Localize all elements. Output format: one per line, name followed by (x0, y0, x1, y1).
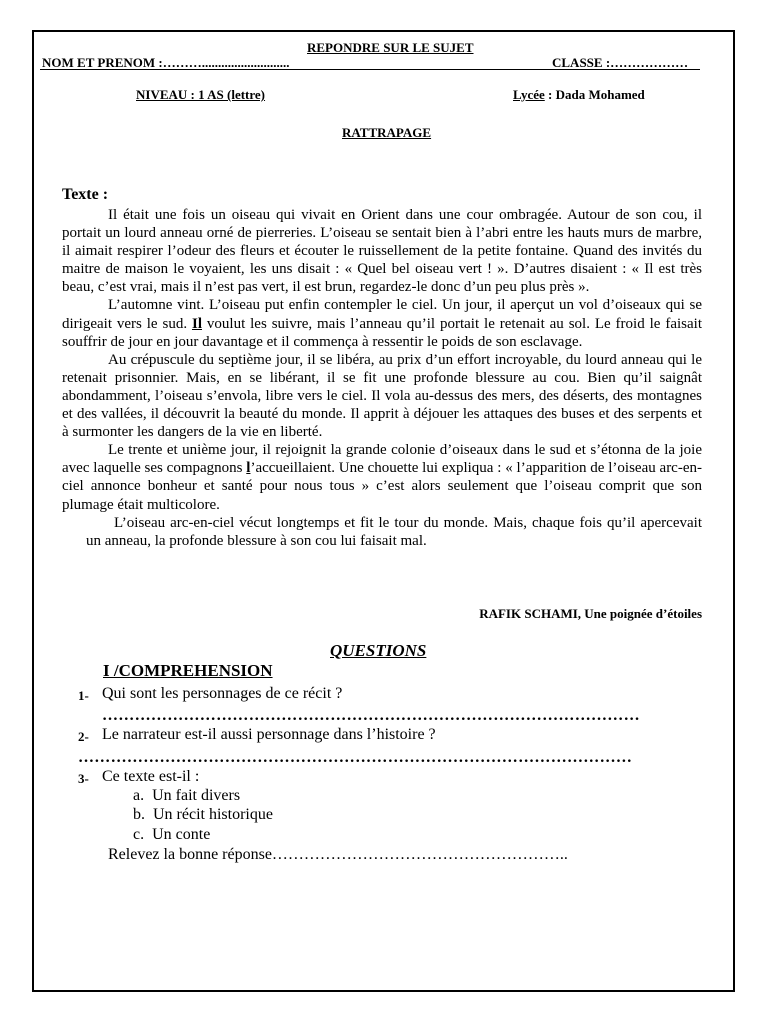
author-credit: RAFIK SCHAMI, Une poignée d’étoiles (479, 606, 702, 621)
answer-1-line[interactable]: ……………………………………………………………………………………… (102, 707, 640, 724)
paragraph-2 (62, 296, 702, 350)
name-field-label: NOM ET PRENOM :………........................... (42, 55, 290, 70)
questions-title: QUESTIONS (330, 641, 427, 660)
paragraph-2-start: L’automne vint. L’oiseau put enfin contempler le ciel. Un jour, il aperçut un vol d’oiseaux qui se dirigeait vers le sud. (62, 297, 702, 332)
paragraph-4 (62, 441, 702, 513)
reading-text (62, 206, 702, 550)
option-c (133, 826, 210, 844)
text-heading: Texte : (62, 186, 109, 203)
question-1-text: Qui sont les personnages de ce récit ? (102, 685, 343, 702)
question-1-number: 1- (78, 688, 89, 703)
option-b (133, 806, 273, 824)
question-3-number: 3- (78, 771, 89, 786)
marked-word-il: Il (191, 315, 202, 332)
answer-2-line[interactable]: ………………………………………………………………………………………… (78, 749, 633, 766)
question-3-text: Ce texte est-il : (102, 768, 200, 785)
option-a-letter: a. (133, 787, 145, 804)
paragraph-3: Au crépuscule du septième jour, il se libéra, au prix d’un effort incroyable, du lourd anneau qui le retenait prisonnier. Mais, en se libérant, il se fit une profonde blessure au cou. Bien qu’il saignât abondamment, l’oiseau s’envola, libre vers le ciel. Il vola au-dessus des mers, des déserts, des montagnes et des vallées, il découvrit la beauté du monde. Il apprit à déjouer les attaques des buses et des serpents et à surmonter les dangers de la vie en liberté. (62, 351, 702, 441)
paragraph-2-end: voulut les suivre, mais l’anneau qu’il portait le retenait au sol. Le froid le faisait souffrir de jour en jour davantage et il commença à ressentir le poids de son esclavage. (62, 315, 702, 350)
header-underline (40, 69, 700, 70)
question-2-text: Le narrateur est-il aussi personnage dans l’histoire ? (102, 726, 436, 743)
lycee-label: Lycée (513, 87, 545, 102)
session-title: RATTRAPAGE (342, 125, 432, 140)
question-2-number: 2- (78, 729, 89, 744)
marked-word-l: l (246, 460, 251, 477)
option-a-label: Un fait divers (152, 787, 241, 804)
option-b-label: Un récit historique (153, 806, 273, 823)
option-c-letter: c. (133, 826, 145, 843)
lycee-name: : Dada Mohamed (544, 87, 645, 102)
question-3-instruction[interactable]: Relevez la bonne réponse……………………………………………….. (108, 846, 568, 863)
instruction-title: REPONDRE SUR LE SUJET (307, 40, 474, 55)
paragraph-5: L’oiseau arc-en-ciel vécut longtemps et fit le tour du monde. Mais, chaque fois qu’il apercevait un anneau, la profonde blessure à son cou lui faisait mal. (86, 514, 702, 549)
option-c-label: Un conte (152, 826, 211, 843)
level-label: NIVEAU : 1 AS (lettre) (136, 87, 266, 102)
class-field-label: CLASSE :……………… (552, 55, 689, 70)
paragraph-4-end: ’accueillaient. Une chouette lui expliqua : « l’apparition de l’oiseau arc-en-ciel annonce bonheur et santé pour nous tous » c’est alors seulement que l’oiseau comprit que son plumage était multicolore. (62, 460, 702, 513)
option-a (133, 787, 240, 805)
lycee-info (513, 87, 645, 103)
option-b-letter: b. (133, 806, 145, 823)
comprehension-title: I /COMPREHENSION (103, 661, 273, 680)
paragraph-4-start: Le trente et unième jour, il rejoignit la grande colonie d’oiseaux dans le sud et s’étonna de la joie avec laquelle ses compagnons (62, 442, 702, 477)
paragraph-1: Il était une fois un oiseau qui vivait en Orient dans une cour ombragée. Autour de son cou, il portait un lourd anneau orné de pierreries. L’oiseau se sentait bien à l’abri entre les hauts murs de marbre, il aimait respirer l’odeur des fleurs et écouter le ruissellement de la petite fontaine. Quand des invités du maitre de maison le voyaient, les uns disait : « Quel bel oiseau vert ! ». D’autres disaient : « Il est très beau, c’est vrai, mais il n’est pas vert, il est brun, regardez-le donc d’un peu plus près ». (62, 207, 702, 296)
